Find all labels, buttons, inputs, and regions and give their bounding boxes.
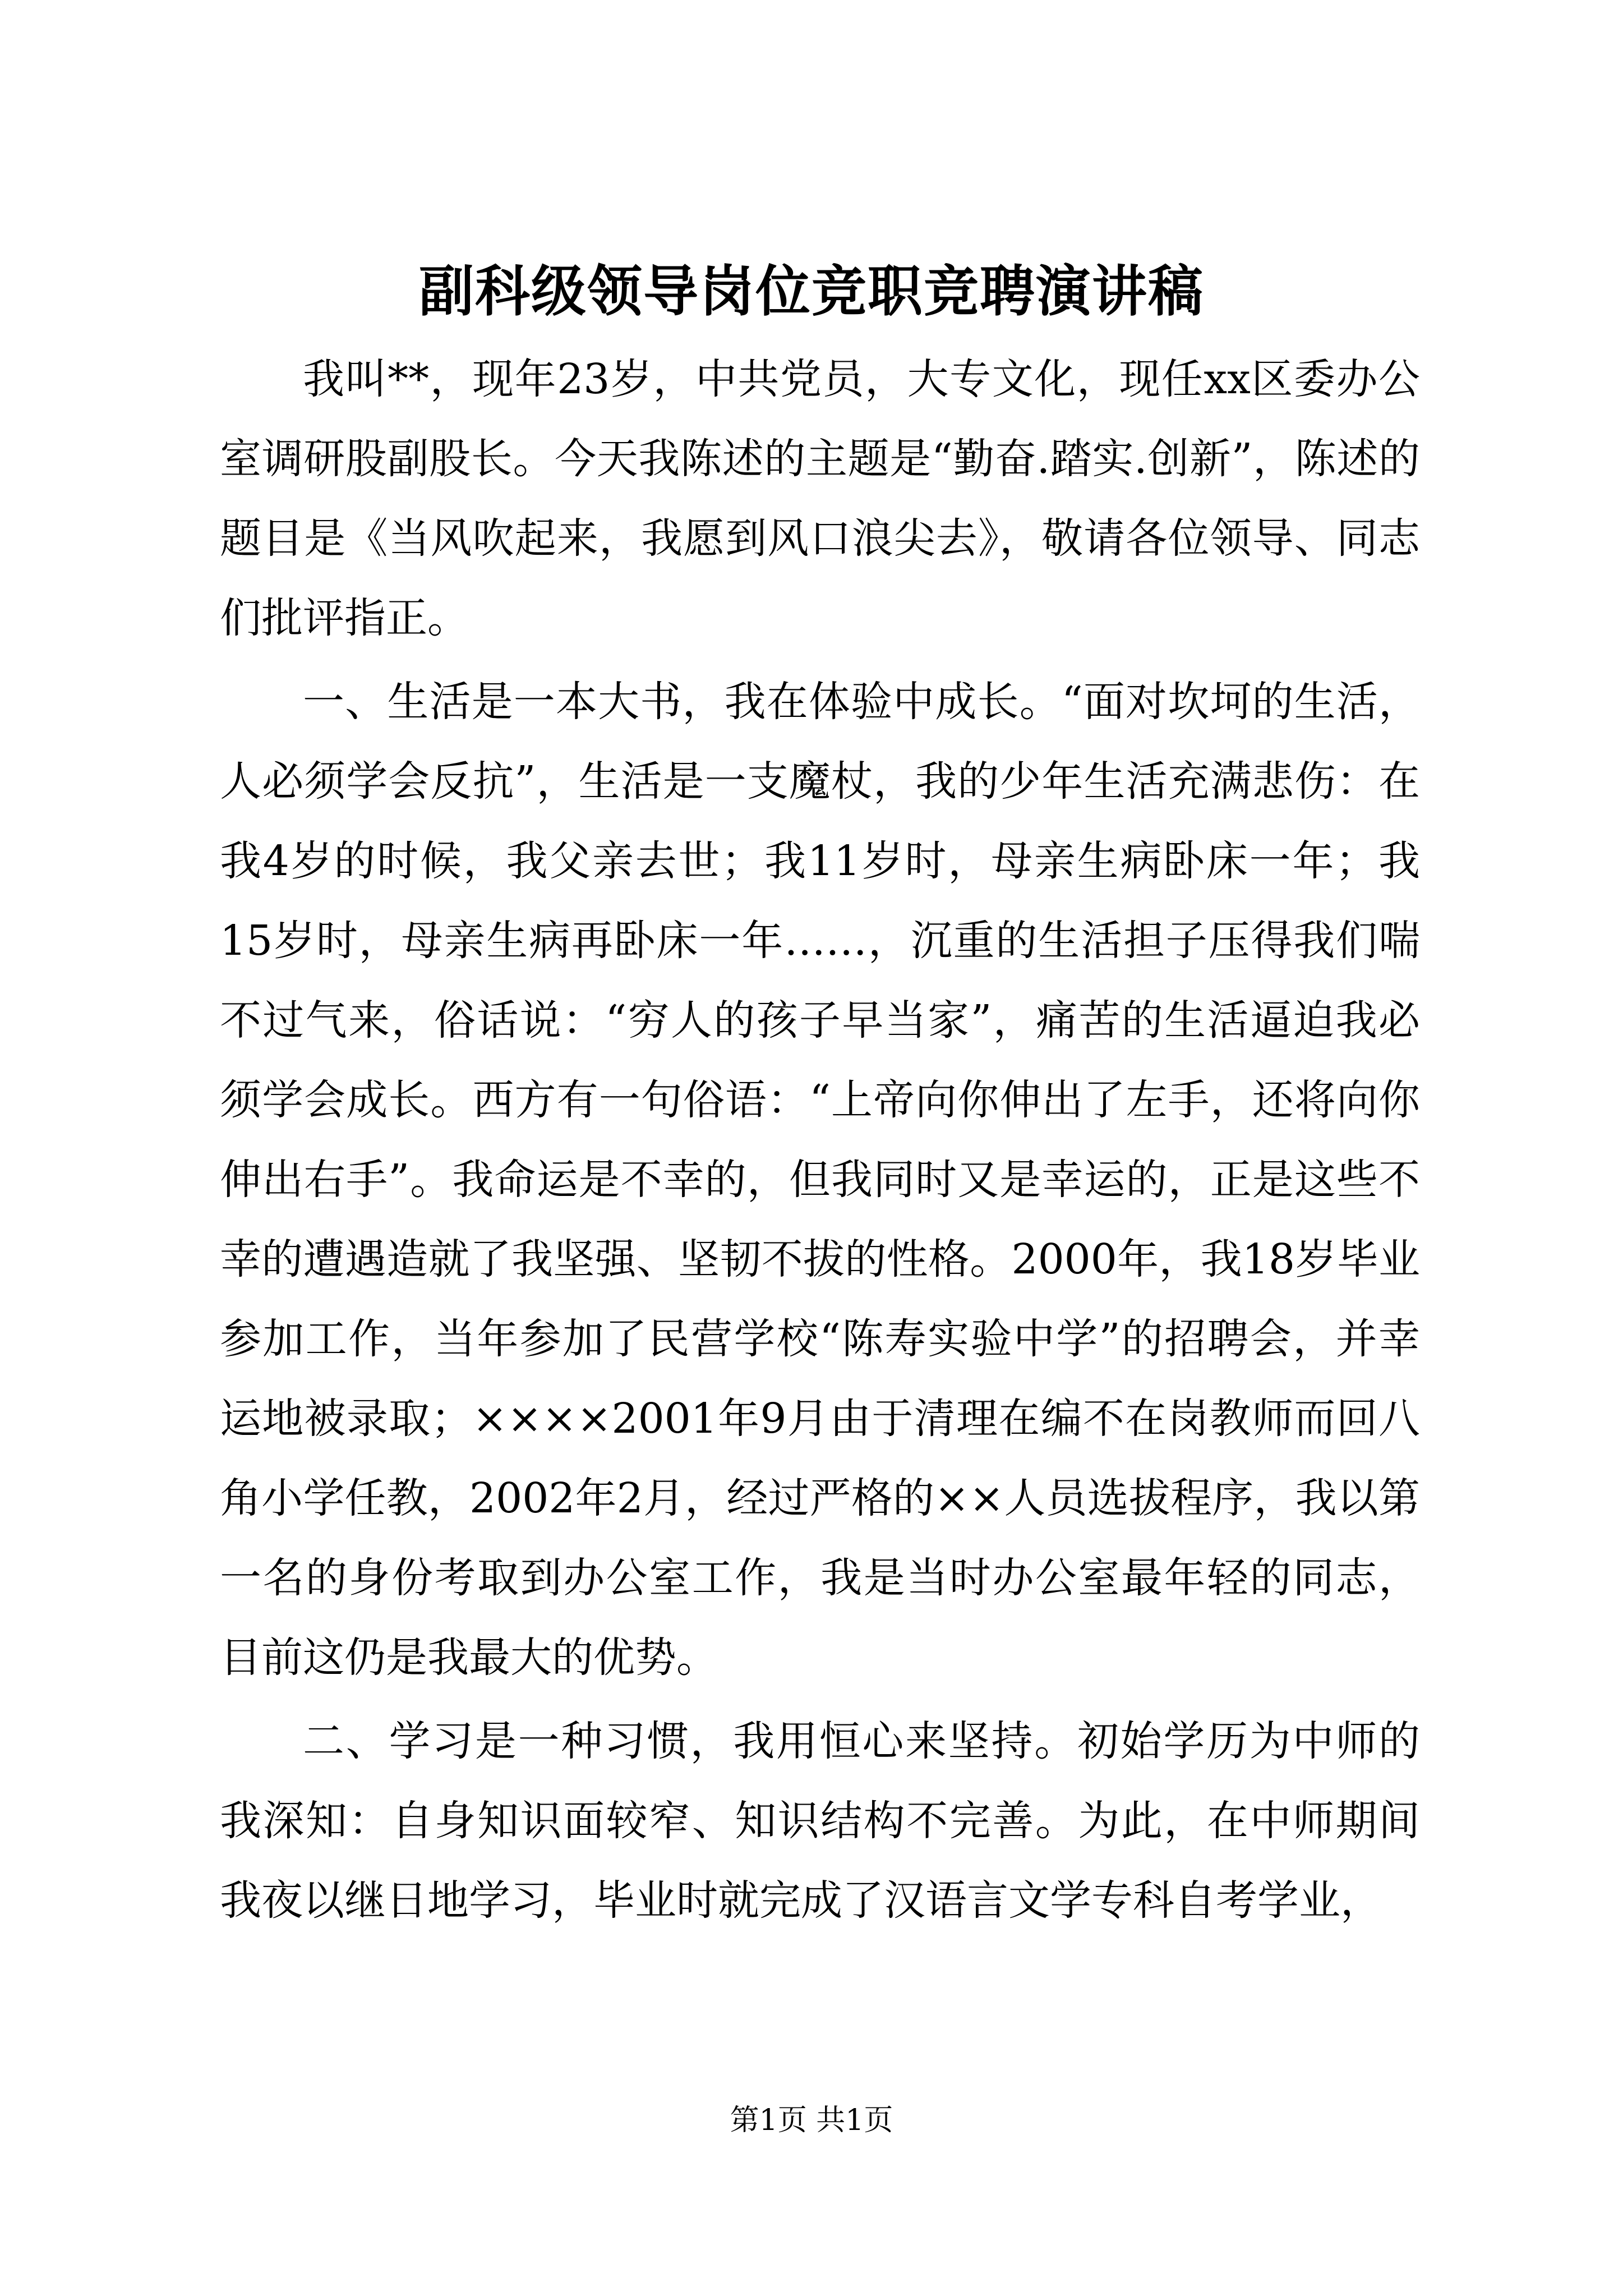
document-body xyxy=(220,339,1420,1940)
page-number-footer: 第1页 共1页 xyxy=(730,2104,893,2137)
paragraph-section-one: 一、生活是一本大书，我在体验中成长。“面对坎坷的生活，人必须学会反抗”，生活是一支魔杖，我的少年生活充满悲伤：在我4岁的时候，我父亲去世；我11岁时，母亲生病卧床一年；我15岁时，母亲生病再卧床一年……，沉重的生活担子压得我们喘不过气来，俗话说：“穷人的孩子早当家”，痛苦的生活逼迫我必须学会成长。西方有一句俗语：“上帝向你伸出了左手，还将向你伸出右手”。我命运是不幸的，但我同时又是幸运的，正是这些不幸的遭遇造就了我坚强、坚韧不拔的性格。2000年，我18岁毕业参加工作，当年参加了民营学校“陈寿实验中学”的招聘会，并幸运地被录取；××××2001年9月由于清理在编不在岗教师而回八角小学任教，2002年2月，经过严格的××人员选拔程序，我以第一名的身份考取到办公室工作，我是当时办公室最年轻的同志，目前这仍是我最大的优势。 xyxy=(220,678,1420,1682)
paragraph-section-two: 二、学习是一种习惯，我用恒心来坚持。初始学历为中师的我深知：自身知识面较窄、知识结构不完善。为此，在中师期间我夜以继日地学习，毕业时就完成了汉语言文学专科自考学业， xyxy=(220,1717,1420,1925)
document-title: 副科级领导岗位竞职竞聘演讲稿 xyxy=(418,259,1204,324)
paragraph-intro: 我叫**，现年23岁，中共党员，大专文化，现任xx区委办公室调研股副股长。今天我陈述的主题是“勤奋.踏实.创新”，陈述的题目是《当风吹起来，我愿到风口浪尖去》，敬请各位领导、同志们批评指正。 xyxy=(220,355,1420,642)
